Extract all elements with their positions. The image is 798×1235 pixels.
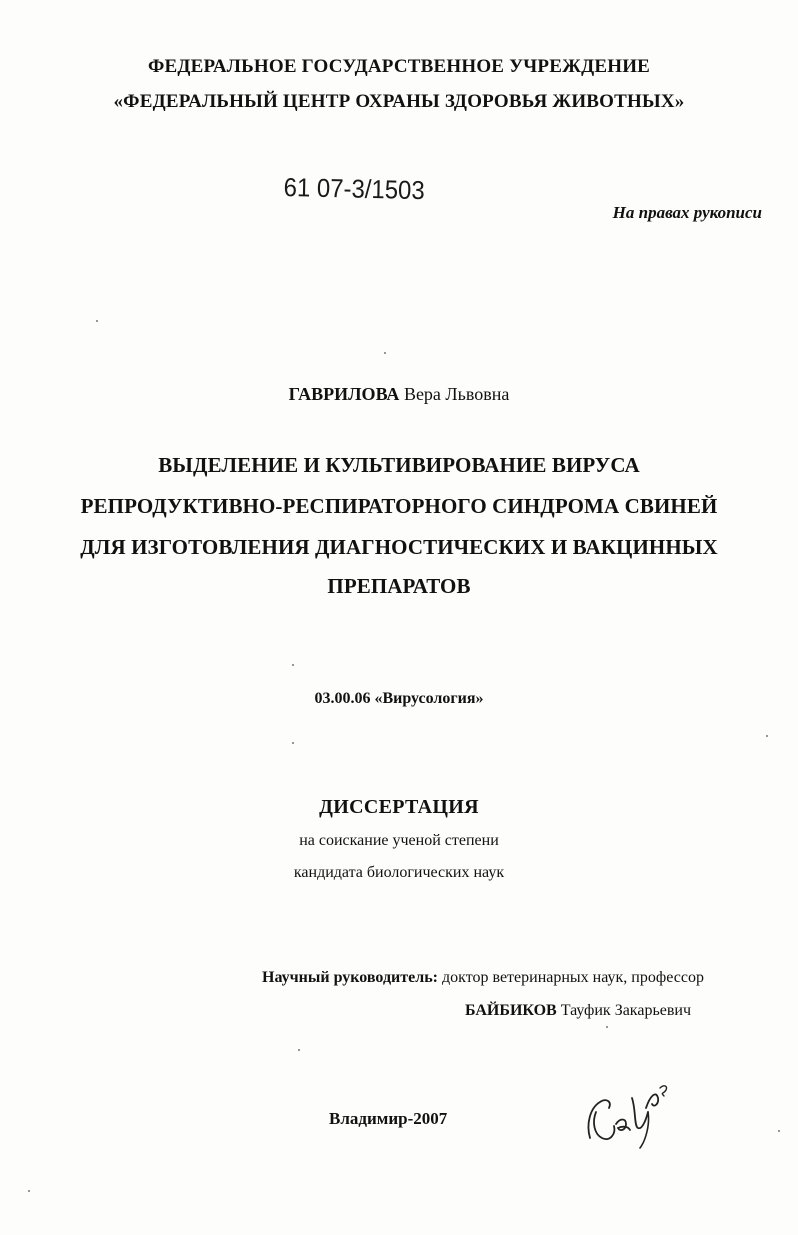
supervisor-credentials: доктор ветеринарных наук, профессор (442, 969, 704, 986)
supervisor-name (465, 1002, 691, 1020)
scan-speck (292, 664, 294, 666)
title-line-2: РЕПРОДУКТИВНО-РЕСПИРАТОРНОГО СИНДРОМА СВИНЕЙ (80, 494, 718, 518)
title-line-4: ПРЕПАРАТОВ (327, 574, 471, 598)
title-line-3: ДЛЯ ИЗГОТОВЛЕНИЯ ДИАГНОСТИЧЕСКИХ И ВАКЦИННЫХ (80, 535, 718, 559)
scan-speck (292, 742, 294, 744)
handwritten-signature (576, 1068, 676, 1158)
document-type: ДИССЕРТАЦИЯ (319, 796, 479, 818)
supervisor-label: Научный руководитель: (262, 969, 438, 986)
org-line-1: ФЕДЕРАЛЬНОЕ ГОСУДАРСТВЕННОЕ УЧРЕЖДЕНИЕ (147, 56, 651, 77)
scan-speck (606, 1026, 608, 1028)
scan-speck (384, 352, 386, 354)
title-line-1: ВЫДЕЛЕНИЕ И КУЛЬТИВИРОВАНИЕ ВИРУСА (158, 453, 640, 477)
city-year: Владимир-2007 (329, 1109, 448, 1128)
scan-speck (298, 1049, 300, 1051)
library-stamp-number: 61 07-3/1503 (283, 172, 425, 206)
degree-line-1: на соискание ученой степени (299, 832, 499, 849)
supervisor-line (262, 969, 704, 987)
org-line-2: «ФЕДЕРАЛЬНЫЙ ЦЕНТР ОХРАНЫ ЗДОРОВЬЯ ЖИВОТНЫХ» (113, 91, 685, 112)
supervisor-given-names: Тауфик Закарьевич (560, 1002, 691, 1019)
author-surname: ГАВРИЛОВА (288, 384, 400, 404)
rights-note: На правах рукописи (612, 203, 762, 222)
scan-speck (96, 320, 98, 322)
scan-speck (28, 1190, 30, 1192)
supervisor-surname: БАЙБИКОВ (465, 1002, 557, 1019)
author-given-names: Вера Львовна (403, 384, 510, 404)
scan-speck (766, 735, 768, 737)
degree-line-2: кандидата биологических наук (293, 864, 505, 881)
author-name (0, 384, 798, 405)
scan-speck (778, 1130, 780, 1132)
specialty-code: 03.00.06 «Вирусология» (314, 690, 484, 707)
